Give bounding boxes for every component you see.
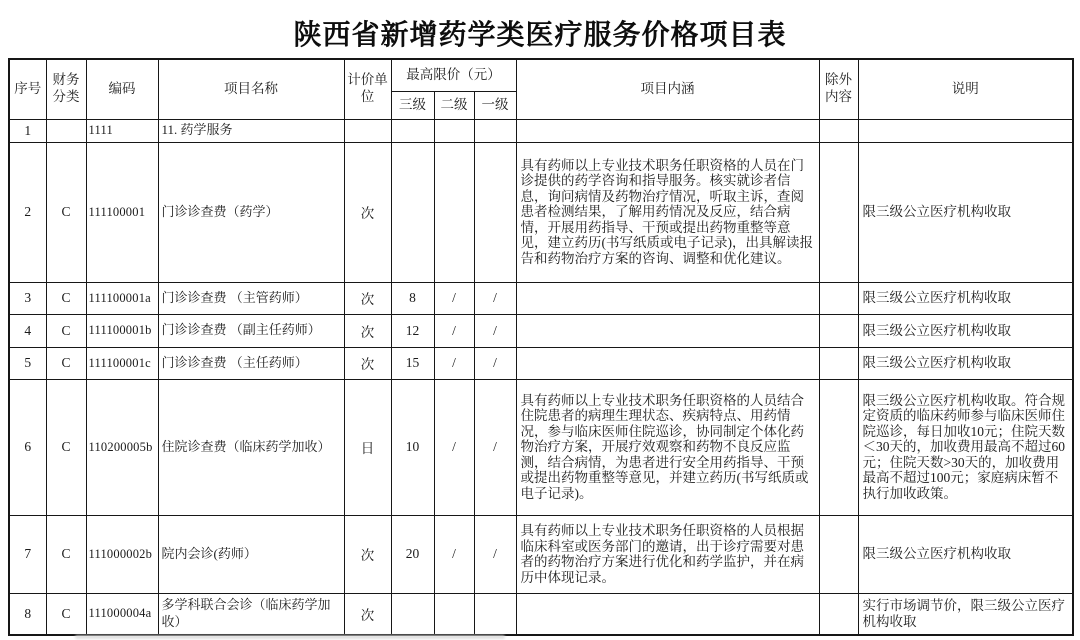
cell-seq: 6 xyxy=(9,379,46,515)
col-header-p2: 二级 xyxy=(434,91,474,119)
cell-p3 xyxy=(391,142,434,282)
table-row xyxy=(9,347,1073,379)
cell-unit xyxy=(344,119,391,142)
cell-code: 111100001c xyxy=(86,347,158,379)
cell-unit: 次 xyxy=(344,142,391,282)
cell-p2 xyxy=(434,119,474,142)
col-header-price-group: 最高限价（元） xyxy=(391,59,516,91)
cell-name: 多学科联合会诊（临床药学加收） xyxy=(158,593,344,635)
col-header-seq: 序号 xyxy=(9,59,46,119)
cell-p1 xyxy=(474,119,516,142)
cell-p3: 15 xyxy=(391,347,434,379)
cell-exclude xyxy=(819,282,858,314)
cell-seq: 5 xyxy=(9,347,46,379)
cell-exclude xyxy=(819,142,858,282)
cell-content: 具有药师以上专业技术职务任职资格的人员根据临床科室或医务部门的邀请，出于诊疗需要对患者的药物治疗方案进行优化和药学监护，并在病历中体现记录。 xyxy=(516,515,819,593)
cell-fin: C xyxy=(46,379,86,515)
table-body xyxy=(9,119,1073,635)
cell-p1: / xyxy=(474,282,516,314)
cell-exclude xyxy=(819,515,858,593)
cell-code: 111100001 xyxy=(86,142,158,282)
cell-seq: 4 xyxy=(9,314,46,347)
cell-p3: 8 xyxy=(391,282,434,314)
table-row xyxy=(9,314,1073,347)
cell-content xyxy=(516,282,819,314)
col-header-name: 项目名称 xyxy=(158,59,344,119)
cell-unit: 次 xyxy=(344,282,391,314)
table-row xyxy=(9,593,1073,635)
cell-exclude xyxy=(819,314,858,347)
cell-note: 限三级公立医疗机构收取 xyxy=(858,142,1073,282)
cell-p2: / xyxy=(434,314,474,347)
cell-unit: 次 xyxy=(344,314,391,347)
cell-content: 具有药师以上专业技术职务任职资格的人员结合住院患者的病理生理状态、疾病特点、用药情况，参与临床医师住院巡诊，协同制定个体化药物治疗方案，开展疗效观察和药物不良反应监测，结合病情，为患者进行安全用药指导、干预或提出药物重整等意见，并建立药历(书写纸质或电子记录)。 xyxy=(516,379,819,515)
cell-content xyxy=(516,347,819,379)
cell-note: 实行市场调节价，限三级公立医疗机构收取 xyxy=(858,593,1073,635)
cell-content xyxy=(516,314,819,347)
cell-seq: 3 xyxy=(9,282,46,314)
col-header-content: 项目内涵 xyxy=(516,59,819,119)
cell-name: 门诊诊查费 （副主任药师） xyxy=(158,314,344,347)
scan-artifact xyxy=(75,635,505,639)
cell-name: 住院诊查费（临床药学加收） xyxy=(158,379,344,515)
col-header-fin: 财务分类 xyxy=(46,59,86,119)
cell-note: 限三级公立医疗机构收取 xyxy=(858,515,1073,593)
table-row xyxy=(9,119,1073,142)
cell-p1: / xyxy=(474,515,516,593)
cell-p2: / xyxy=(434,515,474,593)
cell-p3: 20 xyxy=(391,515,434,593)
cell-note: 限三级公立医疗机构收取 xyxy=(858,314,1073,347)
cell-p2: / xyxy=(434,347,474,379)
cell-name: 门诊诊查费 （主管药师） xyxy=(158,282,344,314)
cell-p2: / xyxy=(434,282,474,314)
col-header-exclude: 除外内容 xyxy=(819,59,858,119)
cell-note: 限三级公立医疗机构收取 xyxy=(858,347,1073,379)
cell-fin: C xyxy=(46,515,86,593)
cell-p1 xyxy=(474,142,516,282)
cell-unit: 次 xyxy=(344,515,391,593)
cell-p3 xyxy=(391,119,434,142)
cell-p2: / xyxy=(434,379,474,515)
table-row xyxy=(9,142,1073,282)
col-header-p3: 三级 xyxy=(391,91,434,119)
cell-name: 门诊诊查费（药学） xyxy=(158,142,344,282)
cell-name: 门诊诊查费 （主任药师） xyxy=(158,347,344,379)
table-row xyxy=(9,379,1073,515)
cell-name: 院内会诊(药师） xyxy=(158,515,344,593)
col-header-p1: 一级 xyxy=(474,91,516,119)
cell-note xyxy=(858,119,1073,142)
table-row xyxy=(9,515,1073,593)
cell-note: 限三级公立医疗机构收取 xyxy=(858,282,1073,314)
cell-content xyxy=(516,593,819,635)
cell-code: 111000004a xyxy=(86,593,158,635)
table-row xyxy=(9,282,1073,314)
cell-p2 xyxy=(434,593,474,635)
cell-exclude xyxy=(819,119,858,142)
cell-seq: 7 xyxy=(9,515,46,593)
cell-code: 1111 xyxy=(86,119,158,142)
col-header-unit: 计价单位 xyxy=(344,59,391,119)
cell-p2 xyxy=(434,142,474,282)
cell-code: 110200005b xyxy=(86,379,158,515)
cell-p1 xyxy=(474,593,516,635)
cell-fin xyxy=(46,119,86,142)
cell-fin: C xyxy=(46,347,86,379)
cell-note: 限三级公立医疗机构收取。符合规定资质的临床药师参与临床医师住院巡诊，每日加收10元；住院天数＜30天的，加收费用最高不超过60元；住院天数>30天的，加收费用最高不超过100元；家庭病床暂不执行加收政策。 xyxy=(858,379,1073,515)
price-table xyxy=(8,58,1074,636)
cell-unit: 次 xyxy=(344,593,391,635)
cell-fin: C xyxy=(46,593,86,635)
cell-code: 111100001a xyxy=(86,282,158,314)
cell-seq: 8 xyxy=(9,593,46,635)
cell-code: 111000002b xyxy=(86,515,158,593)
cell-content xyxy=(516,119,819,142)
cell-exclude xyxy=(819,593,858,635)
cell-exclude xyxy=(819,379,858,515)
cell-p1: / xyxy=(474,347,516,379)
page-title: 陕西省新增药学类医疗服务价格项目表 xyxy=(293,20,787,51)
cell-fin: C xyxy=(46,314,86,347)
cell-name: 11. 药学服务 xyxy=(158,119,344,142)
cell-p1: / xyxy=(474,379,516,515)
cell-unit: 日 xyxy=(344,379,391,515)
col-header-note: 说明 xyxy=(858,59,1073,119)
cell-p1: / xyxy=(474,314,516,347)
col-header-code: 编码 xyxy=(86,59,158,119)
cell-code: 111100001b xyxy=(86,314,158,347)
table-header xyxy=(9,59,1073,119)
cell-p3: 10 xyxy=(391,379,434,515)
cell-exclude xyxy=(819,347,858,379)
cell-unit: 次 xyxy=(344,347,391,379)
cell-seq: 1 xyxy=(9,119,46,142)
cell-fin: C xyxy=(46,142,86,282)
cell-content: 具有药师以上专业技术职务任职资格的人员在门诊提供的药学咨询和指导服务。核实就诊者信息，询问病情及药物治疗情况，听取主诉，查阅患者检测结果，了解用药情况及反应，结合病情，开展用药指导、干预或提出药物重整等意见，建立药历(书写纸质或电子记录)，出具解读报告和药物治疗方案的咨询、调整和优化建议。 xyxy=(516,142,819,282)
cell-fin: C xyxy=(46,282,86,314)
cell-p3 xyxy=(391,593,434,635)
cell-seq: 2 xyxy=(9,142,46,282)
cell-p3: 12 xyxy=(391,314,434,347)
